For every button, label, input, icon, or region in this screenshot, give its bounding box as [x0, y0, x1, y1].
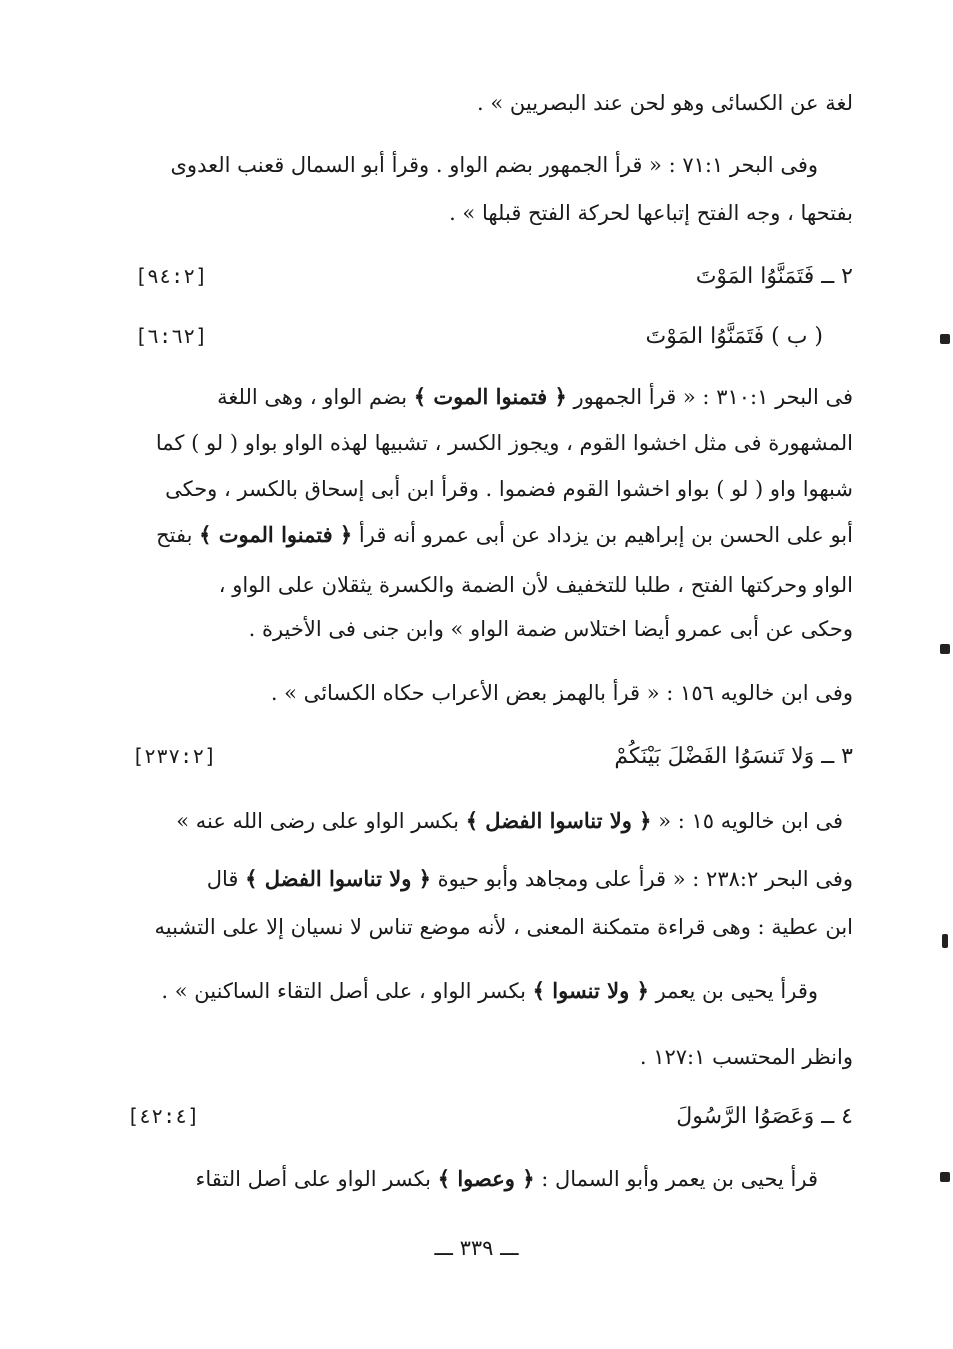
text-line: بفتحها ، وجه الفتح إتباعها لحركة الفتح قبلها » .	[449, 201, 853, 225]
text-line: أبو على الحسن بن إبراهيم بن يزداد عن أبى عمرو أنه قرأ ﴿ فتمنوا الموت ﴾ بفتح	[156, 522, 853, 547]
heading-4: ٤ ــ وَعَصَوُا الرَّسُولَ	[676, 1104, 853, 1129]
text-line: فى ابن خالويه ١٥ : « ﴿ ولا تناسوا الفضل ﴾ بكسر الواو على رضى الله عنه »	[176, 808, 843, 833]
reference-4: [٤٢:٤]	[127, 1104, 200, 1128]
text-line: شبهوا واو ( لو ) بواو اخشوا القوم فضموا . وقرأ ابن أبى إسحاق بالكسر ، وحكى	[165, 477, 853, 501]
text-line: فى البحر ٣١٠:١ : « قرأ الجمهور ﴿ فتمنوا الموت ﴾ بضم الواو ، وهى اللغة	[217, 384, 853, 409]
text-line: ابن عطية : وهى قراءة متمكنة المعنى ، لأنه موضع تناس لا نسيان إلا على التشبيه	[154, 915, 853, 939]
text-line: وفى البحر ٧١:١ : « قرأ الجمهور بضم الواو . وقرأ أبو السمال قعنب العدوى	[170, 153, 818, 177]
text-line: وفى ابن خالويه ١٥٦ : « قرأ بالهمز بعض الأعراب حكاه الكسائى » .	[270, 681, 853, 705]
text-line: لغة عن الكسائى وهو لحن عند البصريين » .	[477, 91, 853, 115]
scan-mark	[942, 934, 948, 948]
scan-mark	[940, 334, 950, 344]
heading-3: ٣ ــ وَلا تَنسَوُا الفَضْلَ بَيْنَكُمْ	[614, 744, 853, 769]
text-line: وفى البحر ٢٣٨:٢ : « قرأ على ومجاهد وأبو حيوة ﴿ ولا تناسوا الفضل ﴾ قال	[206, 866, 853, 891]
scan-mark	[940, 644, 950, 654]
text-line: قرأ يحيى بن يعمر وأبو السمال : ﴿ وعصوا ﴾ بكسر الواو على أصل التقاء	[195, 1166, 818, 1191]
text-line: وحكى عن أبى عمرو أيضا اختلاس ضمة الواو » وابن جنى فى الأخيرة .	[248, 617, 853, 641]
heading-2: ٢ ــ فَتَمَنَّوُا المَوْتَ	[695, 264, 853, 289]
text-line: المشهورة فى مثل اخشوا القوم ، ويجوز الكسر ، تشبيها لهذه الواو بواو ( لو ) كما	[155, 431, 853, 455]
text-line: الواو وحركتها الفتح ، طلبا للتخفيف لأن الضمة والكسرة يثقلان على الواو ،	[218, 573, 853, 597]
text-line: وانظر المحتسب ١٢٧:١ .	[639, 1045, 853, 1069]
scan-mark	[940, 1172, 950, 1182]
reference-2b: [٦:٦٢]	[135, 324, 208, 348]
text-line: وقرأ يحيى بن يعمر ﴿ ولا تنسوا ﴾ بكسر الواو ، على أصل التقاء الساكنين » .	[161, 978, 818, 1003]
heading-2b: ( ب ) فَتَمَنَّوُا المَوْتَ	[645, 324, 823, 349]
reference-3: [٢٣٧:٢]	[132, 744, 217, 768]
page-number: ـــ ٣٣٩ ـــ	[434, 1236, 519, 1260]
reference-2: [٩٤:٢]	[135, 264, 208, 288]
